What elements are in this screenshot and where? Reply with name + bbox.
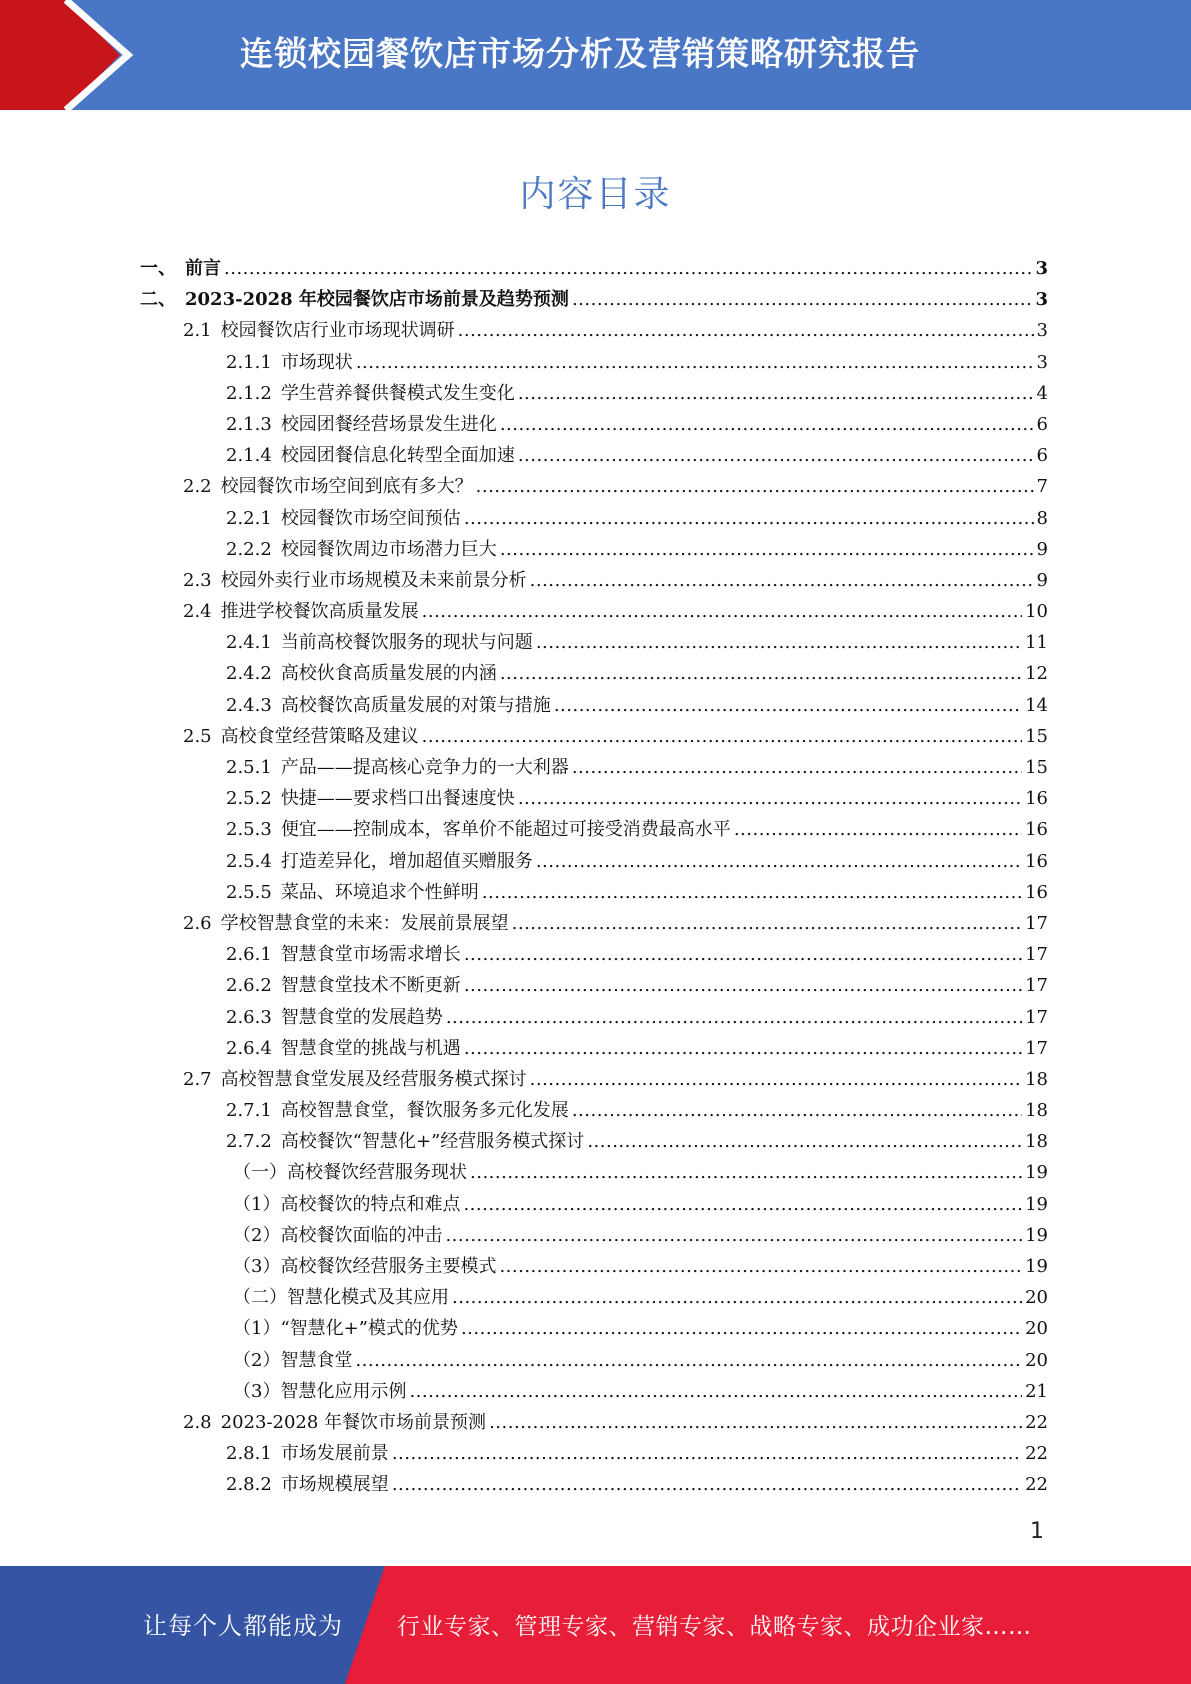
toc-entry-number: 2.2.1 bbox=[226, 507, 272, 529]
page-number: 1 bbox=[1030, 1519, 1044, 1544]
toc-dot-leader bbox=[224, 258, 1032, 279]
toc-entry-title: （2）智慧食堂 bbox=[233, 1349, 353, 1371]
toc-entry-number: 2.5.3 bbox=[226, 819, 272, 841]
toc-entry-number: 2.6.2 bbox=[226, 975, 272, 997]
toc-entry[interactable] bbox=[140, 1408, 1048, 1439]
toc-dot-leader bbox=[422, 726, 1022, 747]
toc-entry-title: （2）高校餐饮面临的冲击 bbox=[233, 1224, 443, 1246]
toc-entry-number: 2.4 bbox=[183, 601, 212, 623]
toc-entry[interactable] bbox=[140, 472, 1048, 503]
toc-entry-number: 2.7.2 bbox=[226, 1131, 272, 1153]
toc-entry-page: 18 bbox=[1025, 1068, 1048, 1090]
toc-entry-title: （二）智慧化模式及其应用 bbox=[233, 1287, 449, 1309]
toc-dot-leader bbox=[476, 476, 1034, 497]
toc-entry-page: 20 bbox=[1025, 1349, 1048, 1371]
toc-entry-title: 校园餐饮店行业市场现状调研 bbox=[220, 320, 455, 342]
footer-slogan-right: 行业专家、管理专家、营销专家、战略专家、成功企业家…… bbox=[397, 1614, 1032, 1640]
toc-dot-leader bbox=[489, 1412, 1022, 1433]
toc-entry-number: 2.8.2 bbox=[226, 1474, 272, 1496]
toc-entry-page: 6 bbox=[1036, 413, 1048, 435]
toc-entry-page: 17 bbox=[1025, 1037, 1048, 1059]
toc-dot-leader bbox=[518, 383, 1034, 404]
toc-entry-title: （1）高校餐饮的特点和难点 bbox=[233, 1193, 461, 1215]
toc-entry-title: （3）智慧化应用示例 bbox=[233, 1380, 407, 1402]
toc-dot-leader bbox=[572, 289, 1033, 310]
toc-dot-leader bbox=[500, 414, 1034, 435]
toc-entry[interactable] bbox=[140, 722, 1048, 753]
toc-entry-page: 6 bbox=[1036, 445, 1048, 467]
toc-entry-page: 7 bbox=[1036, 476, 1048, 498]
toc-dot-leader bbox=[463, 1194, 1022, 1215]
toc-entry-title: 市场现状 bbox=[280, 351, 353, 373]
toc-entry-title: 高校智慧食堂，餐饮服务多元化发展 bbox=[280, 1100, 569, 1122]
toc-entry-title: （一）高校餐饮经营服务现状 bbox=[233, 1162, 467, 1184]
toc-entry-number: 2.2 bbox=[183, 476, 212, 498]
toc-entry-page: 18 bbox=[1025, 1100, 1048, 1122]
toc-entry[interactable] bbox=[140, 691, 1048, 722]
toc-entry[interactable] bbox=[140, 815, 1048, 846]
toc-entry[interactable] bbox=[140, 1127, 1048, 1158]
toc-entry-page: 21 bbox=[1025, 1380, 1048, 1402]
toc-entry-number: 2.5.2 bbox=[226, 788, 272, 810]
toc-entry-page: 19 bbox=[1025, 1193, 1048, 1215]
toc-dot-leader bbox=[500, 539, 1034, 560]
toc-dot-leader bbox=[536, 632, 1022, 653]
toc-entry[interactable] bbox=[140, 316, 1048, 347]
toc-entry-title: 学生营养餐供餐模式发生变化 bbox=[280, 382, 515, 404]
toc-dot-leader bbox=[464, 508, 1034, 529]
toc-dot-leader bbox=[356, 352, 1034, 373]
toc-entry-number: 2.1.3 bbox=[226, 413, 272, 435]
toc-entry-title: 便宜——控制成本，客单价不能超过可接受消费最高水平 bbox=[280, 819, 731, 841]
footer-slogan-left: 让每个人都能成为 bbox=[143, 1612, 343, 1640]
toc-entry-page: 18 bbox=[1025, 1131, 1048, 1153]
toc-entry-page: 3 bbox=[1035, 289, 1048, 311]
toc-entry-number: 2.4.3 bbox=[226, 694, 272, 716]
toc-entry-title: 2023-2028 年校园餐饮店市场前景及趋势预测 bbox=[185, 289, 569, 311]
toc-dot-leader bbox=[530, 570, 1034, 591]
toc-dot-leader bbox=[518, 788, 1022, 809]
toc-entry-page: 22 bbox=[1025, 1411, 1048, 1433]
toc-entry[interactable] bbox=[140, 504, 1048, 535]
toc-entry-number: 2.1.2 bbox=[226, 382, 272, 404]
toc-entry-page: 8 bbox=[1036, 507, 1048, 529]
toc-entry[interactable] bbox=[140, 659, 1048, 690]
toc-entry-title: 高校智慧食堂发展及经营服务模式探讨 bbox=[220, 1068, 527, 1090]
toc-dot-leader bbox=[554, 695, 1022, 716]
toc-dot-leader bbox=[464, 944, 1022, 965]
toc-entry-page: 19 bbox=[1025, 1256, 1048, 1277]
toc-entry-number: 2.5.5 bbox=[226, 881, 272, 903]
toc-entry-page: 17 bbox=[1025, 1006, 1048, 1028]
toc-entry-title: 高校食堂经营策略及建议 bbox=[220, 725, 419, 747]
toc-dot-leader bbox=[572, 1100, 1022, 1121]
toc-entry[interactable] bbox=[140, 784, 1048, 815]
toc-entry-page: 9 bbox=[1036, 538, 1048, 560]
toc-entry-title: 智慧食堂技术不断更新 bbox=[280, 975, 461, 997]
report-title: 连锁校园餐饮店市场分析及营销策略研究报告 bbox=[240, 34, 920, 73]
toc-entry-page: 16 bbox=[1025, 788, 1048, 810]
toc-entry-title: 市场规模展望 bbox=[280, 1474, 389, 1496]
toc-dot-leader bbox=[518, 445, 1034, 466]
toc-dot-leader bbox=[499, 1256, 1022, 1277]
toc-entry[interactable] bbox=[140, 1190, 1048, 1221]
toc-entry-title: 快捷——要求档口出餐速度快 bbox=[280, 788, 515, 810]
toc-entry-number: 2.7.1 bbox=[226, 1100, 272, 1122]
toc-entry-page: 16 bbox=[1025, 881, 1048, 903]
toc-entry-title: 校园餐饮市场空间预估 bbox=[280, 507, 461, 529]
toc-entry-page: 19 bbox=[1025, 1162, 1048, 1184]
toc-dot-leader bbox=[452, 1287, 1022, 1308]
toc-entry-title: 高校伙食高质量发展的内涵 bbox=[280, 663, 497, 685]
toc-entry-title: 市场发展前景 bbox=[280, 1443, 389, 1465]
toc-entry-number: 2.6.3 bbox=[226, 1006, 272, 1028]
toc-entry-title: 高校餐饮高质量发展的对策与措施 bbox=[280, 694, 551, 716]
toc-entry-page: 12 bbox=[1025, 663, 1048, 685]
toc-entry-title: 打造差异化，增加超值买赠服务 bbox=[280, 850, 533, 872]
toc-entry[interactable] bbox=[140, 1439, 1048, 1470]
toc-entry[interactable] bbox=[140, 1252, 1048, 1283]
toc-entry-page: 19 bbox=[1025, 1224, 1048, 1246]
toc-dot-leader bbox=[470, 1162, 1022, 1183]
toc-entry-number: 2.1.1 bbox=[226, 351, 272, 373]
toc-entry[interactable] bbox=[140, 940, 1048, 971]
toc-entry-page: 15 bbox=[1025, 725, 1048, 747]
toc-entry[interactable] bbox=[140, 1034, 1048, 1065]
toc-dot-leader bbox=[461, 1318, 1022, 1339]
toc-entry-number: 2.3 bbox=[183, 569, 212, 591]
toc-dot-leader bbox=[458, 320, 1034, 341]
toc-entry[interactable] bbox=[140, 1065, 1048, 1096]
toc-entry-title: 校园团餐信息化转型全面加速 bbox=[280, 445, 515, 467]
toc-entry-page: 16 bbox=[1025, 819, 1048, 841]
toc-entry-title: 高校餐饮“智慧化+”经营服务模式探讨 bbox=[280, 1131, 585, 1153]
toc-entry-title: 校园团餐经营场景发生进化 bbox=[280, 413, 497, 435]
toc-entry-number: 一、 bbox=[140, 258, 176, 279]
toc-dot-leader bbox=[464, 1038, 1022, 1059]
toc-entry-page: 17 bbox=[1025, 975, 1048, 997]
toc-entry[interactable] bbox=[140, 566, 1048, 597]
toc-entry[interactable] bbox=[140, 1377, 1048, 1408]
toc-entry-number: 二、 bbox=[140, 289, 176, 311]
toc-dot-leader bbox=[587, 1131, 1022, 1152]
toc-entry[interactable] bbox=[140, 1346, 1048, 1377]
toc-entry-title: 校园餐饮周边市场潜力巨大 bbox=[280, 538, 497, 560]
toc-entry-page: 20 bbox=[1025, 1318, 1048, 1340]
toc-entry-number: 2.6.4 bbox=[226, 1037, 272, 1059]
toc-entry-number: 2.5 bbox=[183, 725, 212, 747]
toc-entry[interactable] bbox=[140, 348, 1048, 379]
toc-entry-page: 14 bbox=[1025, 694, 1048, 716]
toc-entry-page: 3 bbox=[1035, 258, 1048, 279]
chevron-arrow-icon bbox=[0, 0, 160, 110]
toc-entry[interactable] bbox=[140, 1314, 1048, 1345]
toc-entry-title: 校园外卖行业市场规模及未来前景分析 bbox=[220, 569, 527, 591]
toc-dot-leader bbox=[392, 1443, 1022, 1464]
toc-dot-leader bbox=[409, 1381, 1022, 1402]
toc-heading: 内容目录 bbox=[519, 174, 672, 215]
toc-entry-page: 17 bbox=[1025, 912, 1048, 934]
toc-entry-number: 2.7 bbox=[183, 1068, 212, 1090]
toc-dot-leader bbox=[482, 882, 1022, 903]
toc-dot-leader bbox=[572, 757, 1022, 778]
toc-entry[interactable] bbox=[140, 628, 1048, 659]
header-band bbox=[0, 0, 1191, 110]
toc-entry-page: 11 bbox=[1025, 632, 1048, 654]
toc-dot-leader bbox=[530, 1069, 1022, 1090]
toc-entry[interactable] bbox=[140, 1470, 1048, 1501]
toc-entry[interactable] bbox=[140, 379, 1048, 410]
toc-entry-number: 2.4.2 bbox=[226, 663, 272, 685]
toc-entry-title: 推进学校餐饮高质量发展 bbox=[220, 601, 419, 623]
toc-entry[interactable] bbox=[140, 285, 1048, 316]
toc-entry[interactable] bbox=[140, 254, 1048, 285]
toc-entry-number: 2.6 bbox=[183, 912, 212, 934]
toc-entry-number: 2.6.1 bbox=[226, 944, 272, 966]
toc-entry-title: 智慧食堂的挑战与机遇 bbox=[280, 1037, 461, 1059]
toc-entry-page: 22 bbox=[1025, 1474, 1048, 1496]
toc-entry[interactable] bbox=[140, 597, 1048, 628]
toc-entry[interactable] bbox=[140, 1221, 1048, 1252]
toc-entry[interactable] bbox=[140, 753, 1048, 784]
toc-entry-page: 4 bbox=[1036, 382, 1048, 404]
toc-entry[interactable] bbox=[140, 1003, 1048, 1034]
toc-entry-title: 当前高校餐饮服务的现状与问题 bbox=[280, 632, 533, 654]
toc-entry[interactable] bbox=[140, 441, 1048, 472]
toc-entry-title: 前言 bbox=[185, 258, 221, 279]
toc-entry[interactable] bbox=[140, 971, 1048, 1002]
toc-dot-leader bbox=[446, 1007, 1022, 1028]
toc-entry-page: 16 bbox=[1025, 850, 1048, 872]
toc-dot-leader bbox=[445, 1225, 1022, 1246]
toc-entry-page: 20 bbox=[1025, 1287, 1048, 1309]
toc-entry-number: 2.5.1 bbox=[226, 757, 272, 778]
toc-entry-page: 10 bbox=[1025, 601, 1048, 623]
toc-entry[interactable] bbox=[140, 535, 1048, 566]
toc-entry-title: 校园餐饮市场空间到底有多大？ bbox=[220, 476, 473, 498]
toc-entry-title: 学校智慧食堂的未来：发展前景展望 bbox=[220, 912, 509, 934]
toc-entry[interactable] bbox=[140, 410, 1048, 441]
toc-dot-leader bbox=[512, 913, 1022, 934]
toc-entry-title: （1）“智慧化+”模式的优势 bbox=[233, 1318, 458, 1340]
toc-entry-number: 2.1 bbox=[183, 320, 212, 342]
toc-entry-title: （3）高校餐饮经营服务主要模式 bbox=[233, 1256, 497, 1277]
toc-dot-leader bbox=[464, 975, 1022, 996]
toc-entry-title: 菜品、环境追求个性鲜明 bbox=[280, 881, 479, 903]
toc-entry-page: 3 bbox=[1036, 351, 1048, 373]
toc-dot-leader bbox=[392, 1474, 1022, 1495]
toc-dot-leader bbox=[355, 1350, 1022, 1371]
toc-entry-number: 2.4.1 bbox=[226, 632, 272, 654]
toc-entry-title: 2023-2028 年餐饮市场前景预测 bbox=[220, 1411, 487, 1433]
toc-entry-page: 22 bbox=[1025, 1443, 1048, 1465]
toc-dot-leader bbox=[734, 819, 1022, 840]
toc-entry[interactable] bbox=[140, 909, 1048, 940]
toc-entry-title: 智慧食堂市场需求增长 bbox=[280, 944, 461, 966]
toc-entry-page: 17 bbox=[1025, 944, 1048, 966]
toc-entry-page: 9 bbox=[1036, 569, 1048, 591]
toc-entry[interactable] bbox=[140, 1283, 1048, 1314]
toc-entry-number: 2.8.1 bbox=[226, 1443, 272, 1465]
toc-entry-page: 3 bbox=[1036, 320, 1048, 342]
toc-entry-title: 产品——提高核心竞争力的一大利器 bbox=[280, 757, 569, 778]
toc-dot-leader bbox=[500, 663, 1022, 684]
table-of-contents bbox=[140, 254, 1048, 1502]
toc-entry[interactable] bbox=[140, 1158, 1048, 1189]
toc-entry[interactable] bbox=[140, 878, 1048, 909]
toc-entry-number: 2.8 bbox=[183, 1411, 212, 1433]
toc-entry-page: 15 bbox=[1025, 757, 1048, 778]
toc-entry[interactable] bbox=[140, 1096, 1048, 1127]
toc-entry-number: 2.2.2 bbox=[226, 538, 272, 560]
toc-entry-number: 2.5.4 bbox=[226, 850, 272, 872]
footer-band bbox=[0, 1566, 1191, 1684]
toc-dot-leader bbox=[536, 851, 1022, 872]
toc-entry-number: 2.1.4 bbox=[226, 445, 272, 467]
toc-entry-title: 智慧食堂的发展趋势 bbox=[280, 1006, 443, 1028]
toc-dot-leader bbox=[422, 601, 1022, 622]
toc-entry[interactable] bbox=[140, 847, 1048, 878]
